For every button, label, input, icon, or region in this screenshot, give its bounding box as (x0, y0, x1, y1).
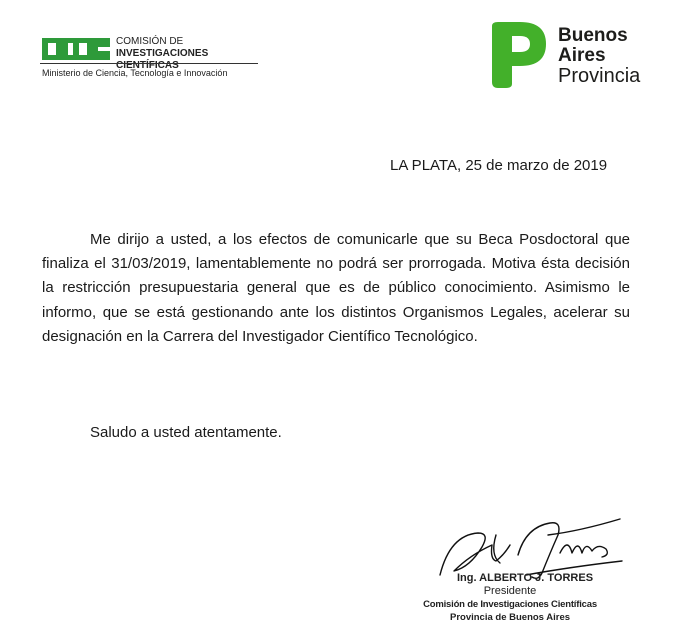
cic-logo-mark (42, 38, 110, 60)
cic-logo (40, 36, 270, 86)
signature-block (410, 515, 640, 630)
signatory-organization: Comisión de Investigaciones Científicas (423, 599, 597, 610)
signatory-province: Provincia de Buenos Aires (449, 612, 571, 623)
cic-name-line2: INVESTIGACIONES CIENTÍFICAS (116, 48, 209, 71)
buenos-aires-logo-mark (490, 20, 548, 90)
cic-divider (40, 63, 258, 64)
wordmark-aires: Aires (558, 45, 606, 66)
signature-text (410, 572, 610, 624)
wordmark-buenos: Buenos (558, 25, 628, 46)
letter-body: Me dirijo a usted, a los efectos de comunicarle que su Beca Posdoctoral que finaliza el 31/03/2019, lamentablemente no podrá ser prorrogada. Motiva ésta decisión la restricción presupuestaria general que es de público conocimiento. Asimismo le informo, que se está gestionando ante los distintos Organismos Legales, acelerar su designación en la Carrera del Investigador Científico Tecnológico. (42, 231, 630, 345)
buenos-aires-logo (490, 20, 665, 92)
signatory-name: Ing. ALBERTO J. TORRES (456, 572, 594, 584)
cic-ministry: Ministerio de Ciencia, Tecnología e Innovación (42, 68, 228, 78)
letter-closing: Saludo a usted atentamente. (90, 424, 282, 441)
buenos-aires-wordmark (558, 26, 640, 86)
signatory-title: Presidente (483, 585, 537, 597)
cic-name-line1: COMISIÓN DE (116, 36, 184, 47)
letter-date: LA PLATA, 25 de marzo de 2019 (390, 157, 608, 174)
cic-name (116, 36, 270, 72)
wordmark-provincia: Provincia (558, 65, 641, 87)
